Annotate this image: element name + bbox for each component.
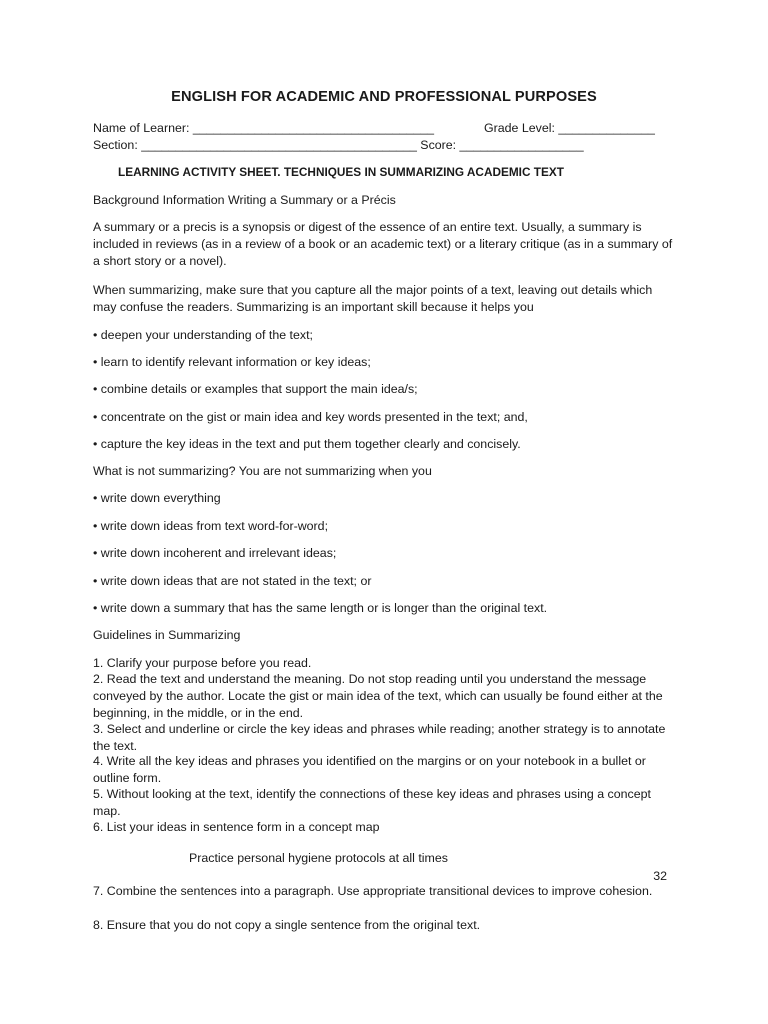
bullet-item: • write down ideas that are not stated in the text; or xyxy=(93,574,372,588)
grade-level-line: Grade Level: ______________ xyxy=(484,121,655,135)
bullet-item: • learn to identify relevant information or key ideas; xyxy=(93,355,371,369)
bullet-item: • deepen your understanding of the text; xyxy=(93,328,313,342)
bullet-item: • write down ideas from text word-for-word; xyxy=(93,519,329,533)
summarizing-intro-paragraph: When summarizing, make sure that you capture all the major points of a text, leaving out details which may confuse the readers. Summarizing is an important skill because it helps you xyxy=(93,283,653,314)
guideline-step: 1. Clarify your purpose before you read. xyxy=(93,656,312,670)
bullet-item: • write down incoherent and irrelevant ideas; xyxy=(93,546,337,560)
document-title: ENGLISH FOR ACADEMIC AND PROFESSIONAL PURPOSES xyxy=(171,89,597,105)
summary-definition-paragraph: A summary or a precis is a synopsis or digest of the essence of an entire text. Usually, a summary is included in reviews (as in a review of a book or an academic text) or a literary critique (as in a summary of a short story or a novel). xyxy=(93,220,673,268)
guideline-step: 3. Select and underline or circle the key ideas and phrases while reading; another strategy is to annotate the text. xyxy=(93,722,666,753)
not-summarizing-heading: What is not summarizing? You are not summarizing when you xyxy=(93,464,432,478)
section-score-line: Section: ________________________________________ Score: __________________ xyxy=(93,138,584,152)
bullet-item: • write down a summary that has the same length or is longer than the original text. xyxy=(93,601,548,615)
guideline-step: 4. Write all the key ideas and phrases you identified on the margins or on your notebook in a bullet or outline form. xyxy=(93,754,646,785)
activity-sheet-title: LEARNING ACTIVITY SHEET. TECHNIQUES IN SUMMARIZING ACADEMIC TEXT xyxy=(118,165,564,179)
guideline-step: 5. Without looking at the text, identify the connections of these key ideas and phrases using a concept map. xyxy=(93,787,651,818)
guideline-step: 8. Ensure that you do not copy a single sentence from the original text. xyxy=(93,918,481,932)
guideline-step: 7. Combine the sentences into a paragraph. Use appropriate transitional devices to improve cohesion. xyxy=(93,884,653,898)
guidelines-heading: Guidelines in Summarizing xyxy=(93,628,241,642)
learner-name-line: Name of Learner: ___________________________________ xyxy=(93,121,435,135)
guideline-step: 6. List your ideas in sentence form in a concept map xyxy=(93,820,380,834)
bullet-item: • capture the key ideas in the text and put them together clearly and concisely. xyxy=(93,437,521,451)
guideline-step: 2. Read the text and understand the meaning. Do not stop reading until you understand the message conveyed by the author. Locate the gist or main idea of the text, which can usually be found either at the beginning, in the middle, or in the end. xyxy=(93,672,663,720)
bullet-item: • concentrate on the gist or main idea and key words presented in the text; and, xyxy=(93,410,528,424)
bullet-item: • write down everything xyxy=(93,491,221,505)
hygiene-reminder: Practice personal hygiene protocols at all times xyxy=(189,851,448,865)
page-number: 32 xyxy=(653,869,667,883)
background-heading: Background Information Writing a Summary or a Précis xyxy=(93,193,396,207)
bullet-item: • combine details or examples that support the main idea/s; xyxy=(93,382,418,396)
